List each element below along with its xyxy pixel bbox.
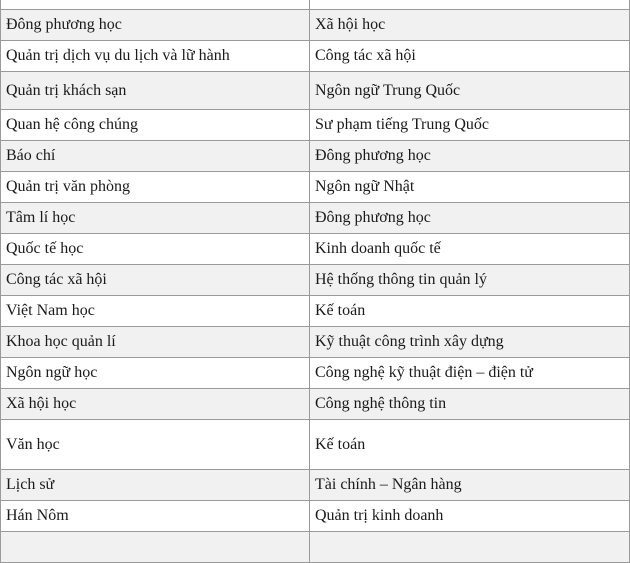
table-row (1, 110, 630, 141)
table-row (1, 358, 630, 389)
table-cell-right: Kế toán (310, 296, 630, 327)
table-cell-right: Công nghệ thông tin (310, 389, 630, 420)
table-cell-right: Kế toán (310, 420, 630, 470)
table-cell-right: Sư phạm tiếng Trung Quốc (310, 110, 630, 141)
table-row (1, 0, 630, 10)
table-cell-right: Xã hội học (310, 10, 630, 41)
table-cell-right (310, 0, 630, 10)
table-cell-left: Quản trị khách sạn (1, 72, 310, 110)
table-cell-left: Báo chí (1, 141, 310, 172)
table-cell-right: Kinh doanh quốc tế (310, 234, 630, 265)
table-row (1, 327, 630, 358)
table-cell-left (1, 0, 310, 10)
table-row (1, 532, 630, 563)
table-row (1, 10, 630, 41)
table-cell-left: Quản trị dịch vụ du lịch và lữ hành (1, 41, 310, 72)
table-cell-left: Khoa học quản lí (1, 327, 310, 358)
table-row (1, 296, 630, 327)
table-cell-right: Ngôn ngữ Nhật (310, 172, 630, 203)
table-row (1, 72, 630, 110)
table-cell-left: Hán Nôm (1, 501, 310, 532)
table-cell-left: Lịch sử (1, 470, 310, 501)
table-row (1, 141, 630, 172)
table-cell-left: Quan hệ công chúng (1, 110, 310, 141)
table-cell-left: Ngôn ngữ học (1, 358, 310, 389)
table-row (1, 41, 630, 72)
table-cell-right: Công tác xã hội (310, 41, 630, 72)
table-cell-right (310, 532, 630, 563)
table-row (1, 501, 630, 532)
table-row (1, 172, 630, 203)
table-cell-right: Kỹ thuật công trình xây dựng (310, 327, 630, 358)
table-row (1, 420, 630, 470)
table-cell-left: Đông phương học (1, 10, 310, 41)
table-row (1, 265, 630, 296)
table-cell-right: Công nghệ kỹ thuật điện – điện tử (310, 358, 630, 389)
table-row (1, 203, 630, 234)
table-cell-left: Công tác xã hội (1, 265, 310, 296)
table-cell-right: Ngôn ngữ Trung Quốc (310, 72, 630, 110)
table-row (1, 234, 630, 265)
table-cell-right: Đông phương học (310, 141, 630, 172)
table-cell-right: Đông phương học (310, 203, 630, 234)
table-row (1, 470, 630, 501)
table-cell-left: Tâm lí học (1, 203, 310, 234)
table-cell-right: Tài chính – Ngân hàng (310, 470, 630, 501)
table-cell-left (1, 532, 310, 563)
table-cell-left: Quốc tế học (1, 234, 310, 265)
table-cell-right: Quản trị kinh doanh (310, 501, 630, 532)
table-row (1, 389, 630, 420)
table-cell-left: Quản trị văn phòng (1, 172, 310, 203)
table-cell-left: Văn học (1, 420, 310, 470)
table-cell-right: Hệ thống thông tin quản lý (310, 265, 630, 296)
table-cell-left: Xã hội học (1, 389, 310, 420)
majors-table-body (1, 0, 630, 563)
table-cell-left: Việt Nam học (1, 296, 310, 327)
